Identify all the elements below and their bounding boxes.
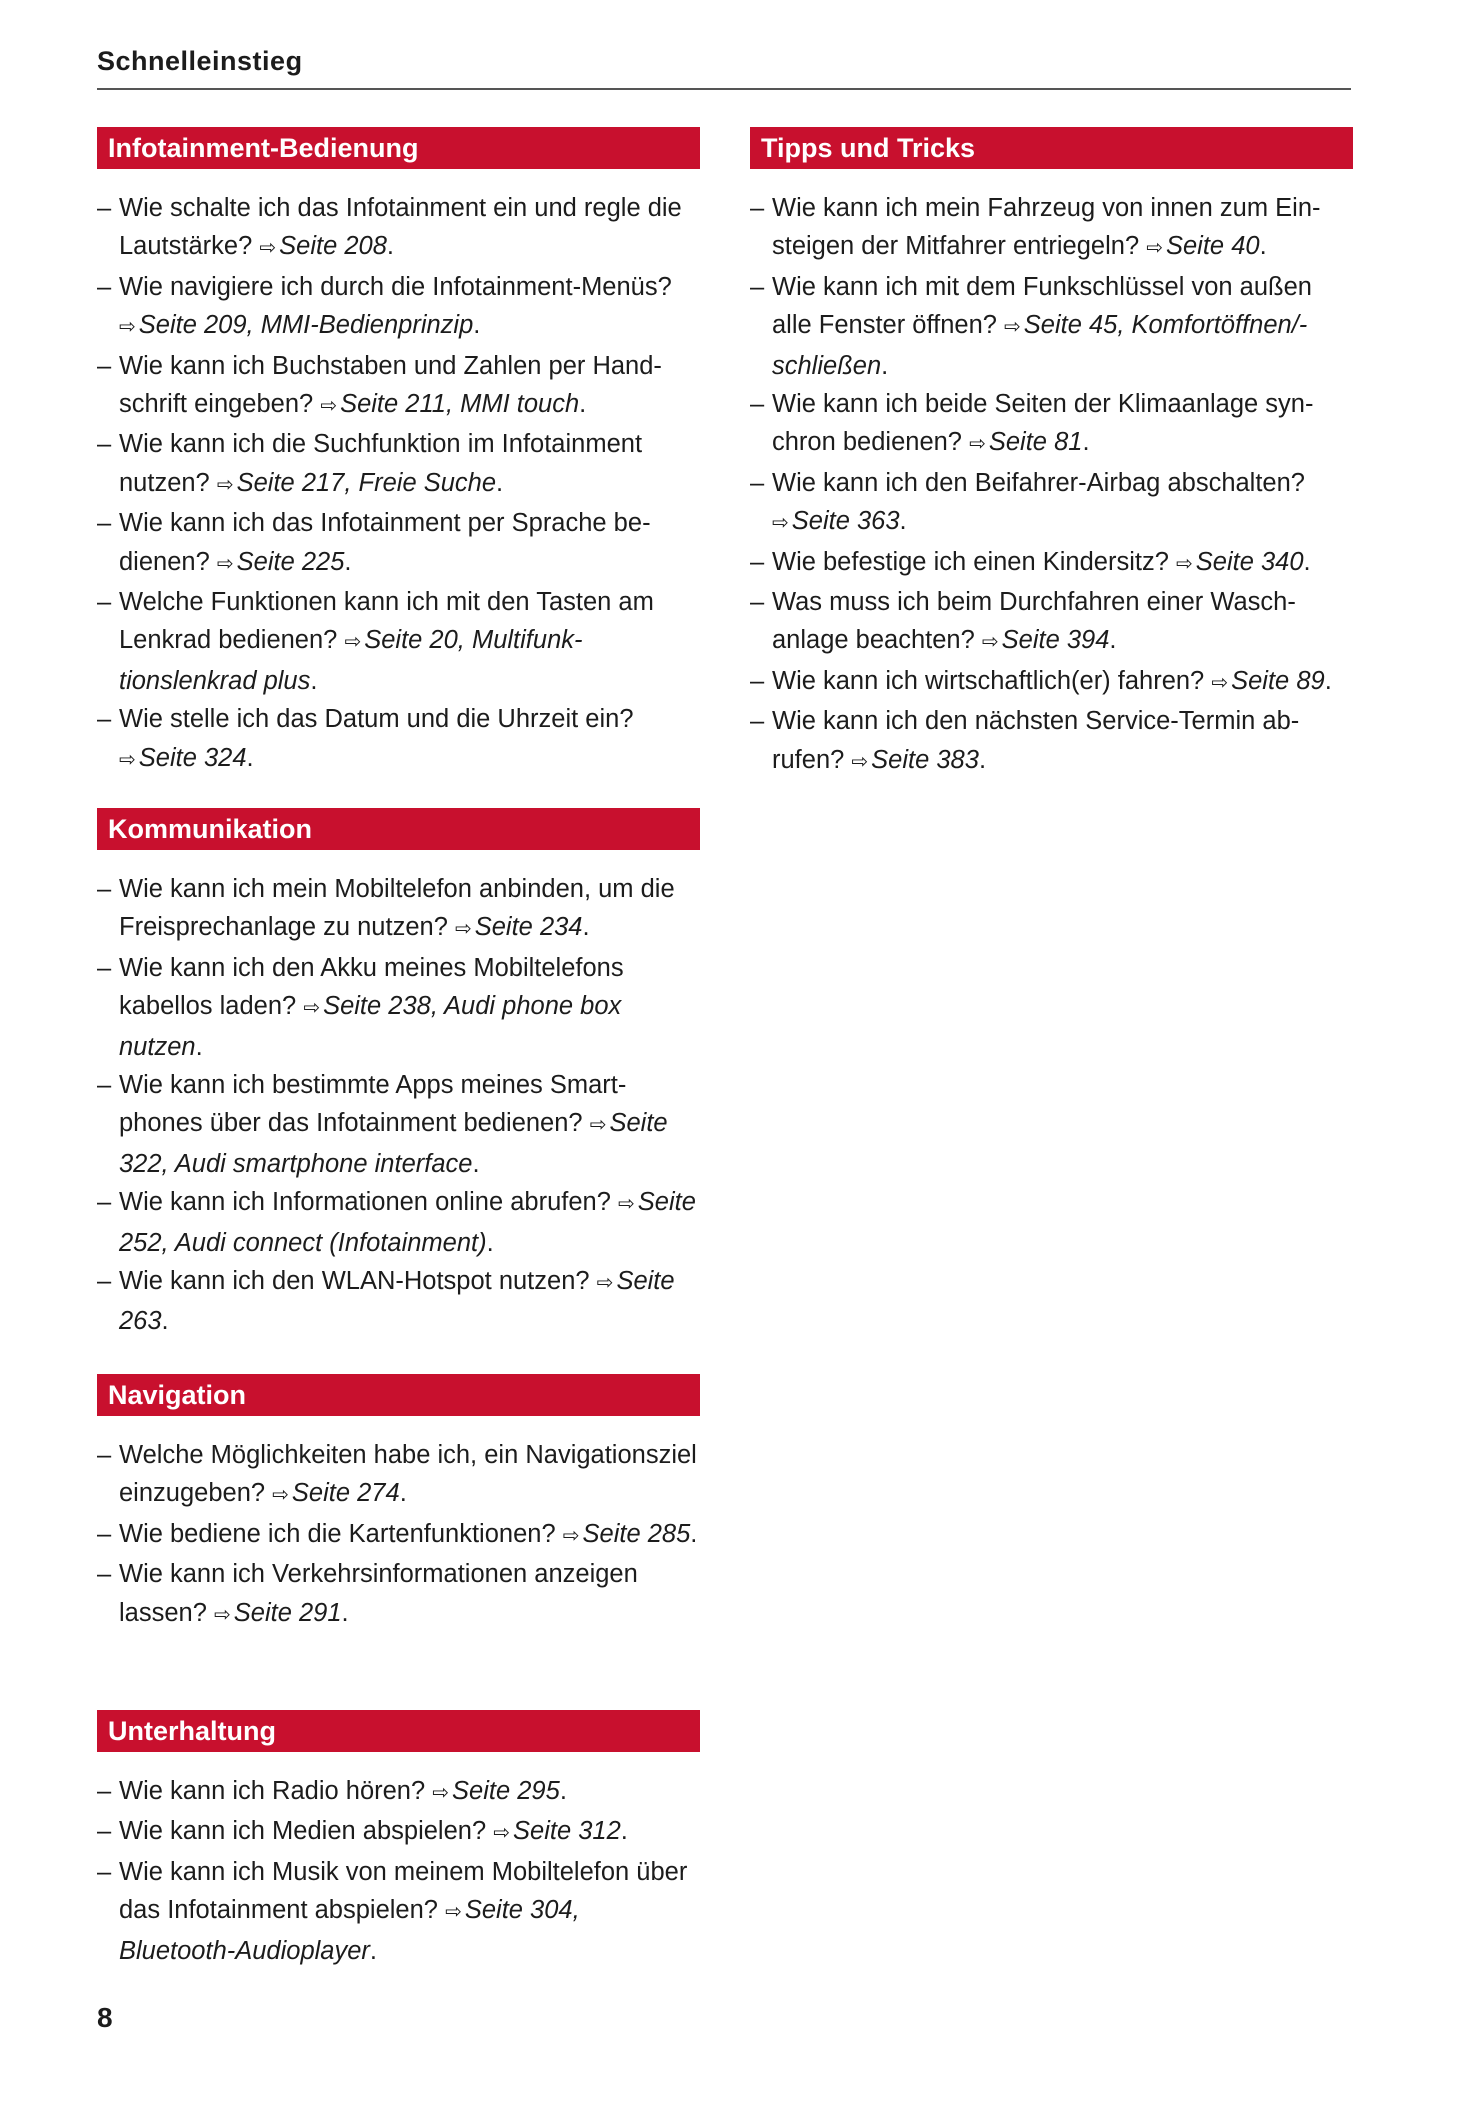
list-item: – Wie befestige ich einen Kindersitz? ⇨ Seite 340. xyxy=(750,543,1353,583)
arrow-right-icon: ⇨ xyxy=(596,1272,614,1295)
arrow-right-icon: ⇨ xyxy=(272,1484,289,1507)
list-item: – Wie kann ich den Beifahrer-Airbag abschalten? ⇨ Seite 363. xyxy=(750,464,1353,543)
section-heading: Navigation xyxy=(97,1374,700,1416)
arrow-right-icon: ⇨ xyxy=(969,433,986,456)
dash-bullet: – xyxy=(97,194,112,222)
dash-bullet: – xyxy=(97,875,112,903)
page-reference-link[interactable]: Seite 217, Freie Suche xyxy=(236,468,497,497)
arrow-right-icon: ⇨ xyxy=(214,1603,231,1626)
list-item: – Wie kann ich mein Mobiltelefon anbinden, um die Freisprechanlage zu nutzen? ⇨ Seite 234. xyxy=(97,870,700,949)
question-text: Wie kann ich den Beifahrer-Airbag abschalten? xyxy=(772,468,1305,497)
dash-bullet: – xyxy=(97,272,112,301)
question-text: Wie kann ich mein Mobiltelefon anbinden, um die Freisprechanlage zu nutzen? xyxy=(119,875,675,942)
question-text: Wie kann ich Informationen online abrufen? xyxy=(119,1188,611,1217)
section-heading: Tipps und Tricks xyxy=(750,127,1353,169)
page-reference-link[interactable]: Seite 208 xyxy=(279,232,387,261)
question-list xyxy=(97,189,700,779)
question-text: Wie kann ich das Infotainment per Sprache bedienen? xyxy=(119,509,651,576)
question-text: Wie kann ich den nächsten Service-Termin abrufen? xyxy=(772,707,1300,774)
list-item: – Wie schalte ich das Infotainment ein und regle die Lautstärke? ⇨ Seite 208. xyxy=(97,189,700,268)
dash-bullet: – xyxy=(97,1560,112,1589)
arrow-right-icon: ⇨ xyxy=(562,1524,580,1547)
list-item: – Wie kann ich wirtschaftlich(er) fahren? ⇨ Seite 89. xyxy=(750,662,1353,702)
dash-bullet: – xyxy=(97,351,112,380)
question-text: Wie kann ich wirtschaftlich(er) fahren? xyxy=(772,666,1205,695)
dash-bullet: – xyxy=(750,547,765,576)
page-reference-link[interactable]: Seite 304, Bluetooth-Audioplayer xyxy=(119,1896,580,1965)
section-heading: Infotainment-Bedienung xyxy=(97,127,700,169)
question-text: Wie kann ich Buchstaben und Zahlen per Handschrift eingeben? xyxy=(119,351,662,419)
dash-bullet: – xyxy=(750,272,765,301)
dash-bullet: – xyxy=(97,1188,112,1217)
dash-bullet: – xyxy=(97,588,112,617)
page-reference-link[interactable]: Seite 285 xyxy=(582,1519,691,1548)
dash-bullet: – xyxy=(750,588,765,617)
list-item: – Wie kann ich Verkehrsinformationen anzeigen lassen? ⇨ Seite 291. xyxy=(97,1555,700,1634)
page-reference-link[interactable]: Seite 209, MMI-Bedienprinzip xyxy=(138,311,474,340)
question-list xyxy=(97,870,700,1341)
arrow-right-icon: ⇨ xyxy=(493,1822,510,1845)
header-divider xyxy=(97,88,1351,90)
arrow-right-icon: ⇨ xyxy=(851,750,869,773)
arrow-right-icon: ⇨ xyxy=(1175,552,1193,575)
list-item: – Wie kann ich mit dem Funkschlüssel von außen alle Fenster öffnen? ⇨ Seite 45, Komfortöffnen/-schließen. xyxy=(750,268,1353,385)
dash-bullet: – xyxy=(97,953,112,982)
page-reference-link[interactable]: Seite 45, Komfortöffnen/-schließen xyxy=(772,311,1308,380)
question-text: Wie kann ich Musik von meinem Mobiltelefon über das Infotainment abspielen? xyxy=(119,1857,688,1925)
page-reference-link[interactable]: Seite 394 xyxy=(1001,626,1110,655)
question-text: Wie kann ich mein Fahrzeug von innen zum Einsteigen der Mitfahrer entriegeln? xyxy=(772,194,1321,261)
list-item: – Wie navigiere ich durch die Infotainment-Menüs? ⇨ Seite 209, MMI-Bedienprinzip. xyxy=(97,268,700,347)
question-text: Wie kann ich den Akku meines Mobiltelefons kabellos laden? xyxy=(119,953,624,1021)
arrow-right-icon: ⇨ xyxy=(1146,237,1163,260)
page-reference-link[interactable]: Seite 363 xyxy=(791,507,900,536)
question-text: Welche Möglichkeiten habe ich, ein Navigationsziel einzugeben? xyxy=(119,1441,697,1508)
arrow-right-icon: ⇨ xyxy=(617,1193,635,1216)
list-item: – Wie kann ich Radio hören? ⇨ Seite 295. xyxy=(97,1772,700,1812)
page-reference-link[interactable]: Seite 238, Audi phone box nutzen xyxy=(119,992,622,1061)
question-text: Wie kann ich Verkehrsinformationen anzeigen lassen? xyxy=(119,1560,638,1627)
arrow-right-icon: ⇨ xyxy=(589,1114,607,1137)
list-item: – Wie bediene ich die Kartenfunktionen? ⇨ Seite 285. xyxy=(97,1515,700,1555)
page-reference-link[interactable]: Seite 312 xyxy=(513,1817,621,1846)
arrow-right-icon: ⇨ xyxy=(119,748,136,771)
section-navigation xyxy=(97,1374,700,1634)
list-item: – Wie kann ich Medien abspielen? ⇨ Seite 312. xyxy=(97,1812,700,1852)
question-text: Wie schalte ich das Infotainment ein und regle die Lautstärke? xyxy=(119,194,682,261)
dash-bullet: – xyxy=(750,666,765,695)
list-item: – Wie kann ich Buchstaben und Zahlen per Handschrift eingeben? ⇨ Seite 211, MMI touch. xyxy=(97,347,700,426)
page-reference-link[interactable]: Seite 40 xyxy=(1165,232,1260,261)
list-item: – Wie kann ich den Akku meines Mobiltelefons kabellos laden? ⇨ Seite 238, Audi phone box nutzen. xyxy=(97,949,700,1066)
page-reference-link[interactable]: Seite 81 xyxy=(988,428,1083,457)
arrow-right-icon: ⇨ xyxy=(1004,316,1021,339)
page-reference-link[interactable]: Seite 89 xyxy=(1231,666,1325,695)
dash-bullet: – xyxy=(97,1071,112,1100)
question-text: Wie kann ich mit dem Funkschlüssel von außen alle Fenster öffnen? xyxy=(772,272,1312,340)
question-text: Wie kann ich beide Seiten der Klimaanlage synchron bedienen? xyxy=(772,390,1314,457)
dash-bullet: – xyxy=(750,707,765,736)
list-item: – Welche Funktionen kann ich mit den Tasten am Lenkrad bedienen? ⇨ Seite 20, Multifunktionslenkrad plus. xyxy=(97,583,700,700)
list-item: – Welche Möglichkeiten habe ich, ein Navigationsziel einzugeben? ⇨ Seite 274. xyxy=(97,1436,700,1515)
page-reference-link[interactable]: Seite 263 xyxy=(119,1267,675,1336)
arrow-right-icon: ⇨ xyxy=(259,237,277,260)
question-text: Wie kann ich Radio hören? xyxy=(119,1777,426,1805)
list-item: – Wie kann ich Musik von meinem Mobiltelefon über das Infotainment abspielen? ⇨ Seite 304, Bluetooth-Audioplayer. xyxy=(97,1853,700,1970)
dash-bullet: – xyxy=(97,1777,112,1805)
question-text: Wie befestige ich einen Kindersitz? xyxy=(772,547,1169,576)
page-reference-link[interactable]: Seite 20, Multifunktionslenkrad plus xyxy=(119,626,583,695)
dash-bullet: – xyxy=(97,1817,112,1846)
dash-bullet: – xyxy=(97,509,112,538)
arrow-right-icon: ⇨ xyxy=(303,997,321,1020)
arrow-right-icon: ⇨ xyxy=(216,473,234,496)
list-item: – Wie stelle ich das Datum und die Uhrzeit ein? ⇨ Seite 324. xyxy=(97,700,700,779)
arrow-right-icon: ⇨ xyxy=(119,316,136,339)
page-reference-link[interactable]: Seite 225 xyxy=(236,547,345,576)
question-text: Wie kann ich den WLAN-Hotspot nutzen? xyxy=(119,1267,590,1296)
arrow-right-icon: ⇨ xyxy=(454,918,472,941)
dash-bullet: – xyxy=(750,194,765,222)
section-kommunikation xyxy=(97,808,700,1341)
question-list xyxy=(97,1436,700,1634)
list-item: – Wie kann ich den WLAN-Hotspot nutzen? ⇨ Seite 263. xyxy=(97,1262,700,1341)
dash-bullet: – xyxy=(750,390,765,419)
page-reference-link[interactable]: Seite 252, Audi connect (Infotainment) xyxy=(119,1188,696,1257)
page-header-title: Schnelleinstieg xyxy=(97,46,303,76)
question-list xyxy=(97,1772,700,1970)
list-item: – Wie kann ich Informationen online abrufen? ⇨ Seite 252, Audi connect (Infotainment). xyxy=(97,1183,700,1262)
page-reference-link[interactable]: Seite 295 xyxy=(452,1777,560,1805)
page-reference-link[interactable]: Seite 211, MMI touch xyxy=(340,390,580,419)
dash-bullet: – xyxy=(97,1519,112,1548)
dash-bullet: – xyxy=(97,1857,112,1886)
page-reference-link[interactable]: Seite 234 xyxy=(474,913,583,942)
dash-bullet: – xyxy=(97,430,112,459)
arrow-right-icon: ⇨ xyxy=(344,631,362,654)
arrow-right-icon: ⇨ xyxy=(320,395,338,418)
dash-bullet: – xyxy=(97,705,112,734)
arrow-right-icon: ⇨ xyxy=(216,552,234,575)
list-item: – Was muss ich beim Durchfahren einer Waschanlage beachten? ⇨ Seite 394. xyxy=(750,583,1353,662)
question-text: Welche Funktionen kann ich mit den Tasten am Lenkrad bedienen? xyxy=(119,588,654,655)
page-reference-link[interactable]: Seite 324 xyxy=(138,743,247,772)
section-unterhaltung xyxy=(97,1710,700,1970)
list-item: – Wie kann ich die Suchfunktion im Infotainment nutzen? ⇨ Seite 217, Freie Suche. xyxy=(97,425,700,504)
page-reference-link[interactable]: Seite 291 xyxy=(233,1598,342,1627)
list-item: – Wie kann ich beide Seiten der Klimaanlage synchron bedienen? ⇨ Seite 81. xyxy=(750,385,1353,464)
section-infotainment xyxy=(97,127,700,779)
question-text: Wie navigiere ich durch die Infotainment-Menüs? xyxy=(119,272,672,301)
list-item: – Wie kann ich den nächsten Service-Termin abrufen? ⇨ Seite 383. xyxy=(750,702,1353,781)
list-item: – Wie kann ich das Infotainment per Sprache bedienen? ⇨ Seite 225. xyxy=(97,504,700,583)
page-reference-link[interactable]: Seite 322, Audi smartphone interface xyxy=(119,1109,668,1178)
list-item: – Wie kann ich bestimmte Apps meines Smartphones über das Infotainment bedienen? ⇨ Seite 322, Audi smartphone interface. xyxy=(97,1066,700,1183)
question-text: Was muss ich beim Durchfahren einer Waschanlage beachten? xyxy=(772,588,1296,655)
list-item: – Wie kann ich mein Fahrzeug von innen zum Einsteigen der Mitfahrer entriegeln? ⇨ Seite 40. xyxy=(750,189,1353,268)
arrow-right-icon: ⇨ xyxy=(981,631,999,654)
question-text: Wie stelle ich das Datum und die Uhrzeit ein? xyxy=(119,705,634,734)
section-heading: Kommunikation xyxy=(97,808,700,850)
page-number: 8 xyxy=(97,2002,113,2033)
question-text: Wie bediene ich die Kartenfunktionen? xyxy=(119,1519,556,1548)
dash-bullet: – xyxy=(97,1267,112,1296)
arrow-right-icon: ⇨ xyxy=(432,1782,450,1804)
page-reference-link[interactable]: Seite 274 xyxy=(291,1479,400,1508)
dash-bullet: – xyxy=(750,468,765,497)
arrow-right-icon: ⇨ xyxy=(1211,671,1229,694)
section-heading: Unterhaltung xyxy=(97,1710,700,1752)
question-text: Wie kann ich die Suchfunktion im Infotainment nutzen? xyxy=(119,430,643,497)
dash-bullet: – xyxy=(97,1441,112,1469)
question-text: Wie kann ich Medien abspielen? xyxy=(119,1817,487,1846)
section-tipps-und-tricks xyxy=(750,127,1353,781)
page-reference-link[interactable]: Seite 383 xyxy=(871,745,979,774)
page-reference-link[interactable]: Seite 340 xyxy=(1195,547,1304,576)
question-list xyxy=(750,189,1353,781)
arrow-right-icon: ⇨ xyxy=(445,1901,462,1924)
question-text: Wie kann ich bestimmte Apps meines Smartphones über das Infotainment bedienen? xyxy=(119,1071,627,1138)
arrow-right-icon: ⇨ xyxy=(772,512,789,535)
